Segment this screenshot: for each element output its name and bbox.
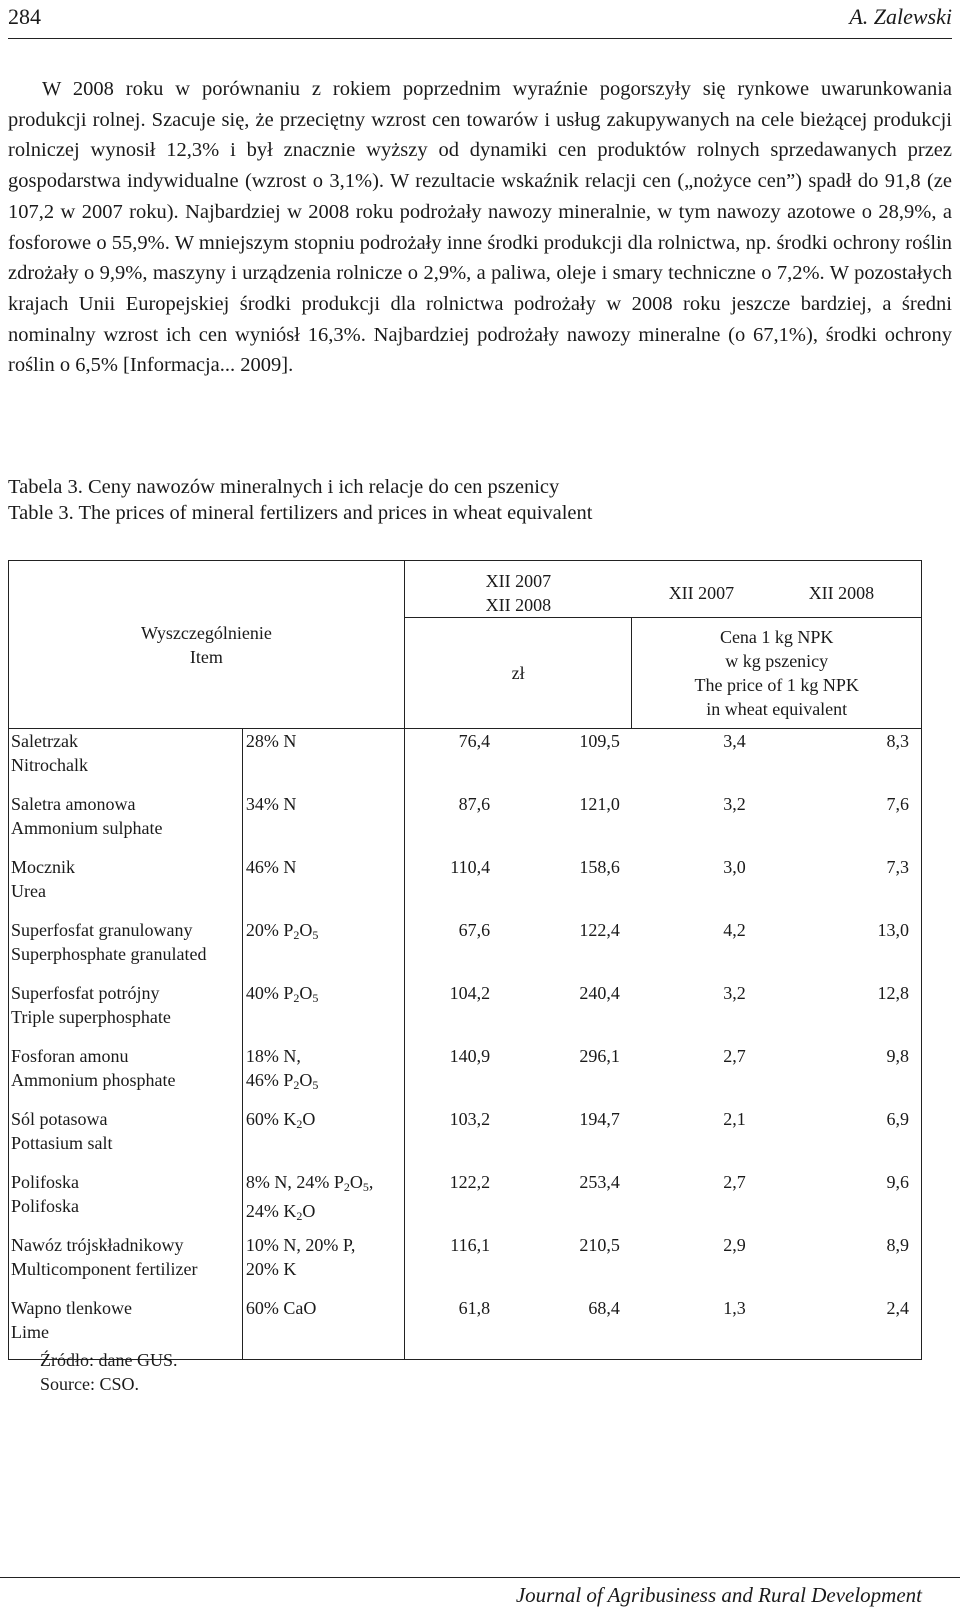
row-name-pl: Nawóz trójskładnikowy — [11, 1235, 184, 1255]
row-value-2008-zl: 68,4 — [502, 1296, 632, 1360]
row-content-line: 34% N — [245, 794, 297, 814]
year-header-pair-2 — [632, 561, 922, 618]
row-value-2008-zl: 253,4 — [579, 1172, 620, 1192]
row-content-line: 46% N — [245, 857, 297, 877]
row-content — [242, 918, 404, 981]
row-content — [242, 729, 404, 793]
row-value-2007-zl: 103,2 — [449, 1109, 491, 1129]
row-value-2007-wheat: 3,4 — [723, 731, 746, 751]
table-row — [9, 1233, 922, 1296]
row-value-2007-wheat: 2,1 — [723, 1109, 746, 1129]
body-paragraph: W 2008 roku w porównaniu z rokiem poprzednim wyraźnie pogorszyły się rynkowe uwarunkowania produkcji rolnej. Szacuje się, że przeciętny wzrost cen towarów i usług zakupywanych na cele bieżącej produkcji rolniczej wynosił 12,3% i był znacznie wyższy od dynamiki cen produktów rolnych sprzedawanych przez gospodarstwa indywidualne (wzrost o 3,1%). W rezultacie wskaźnik relacji cen („nożyce cen”) spadł do 91,8 (ze 107,2 w 2007 roku). Najbardziej w 2008 roku podrożały nawozy mineralnie, w tym nawozy azotowe o 28,9%, a fosforowe o 55,9%. W mniejszym stopniu podrożały inne środki produkcji dla rolnictwa, np. środki ochrony roślin zdrożały o 9,9%, maszyny i urządzenia rolnicze o 2,9%, a paliwa, oleje i smary techniczne o 7,2%. W pozostałych krajach Unii Europejskiej środki produkcji dla rolnictwa podrożały w 2008 roku jeszcze bardziej, a średni nominalny wzrost ich cen wyniósł 16,3%. Najbardziej podrożały nawozy mineralne (o 67,1%), środki ochrony roślin o 6,5% [Informacja... 2009]. — [8, 78, 952, 377]
row-value-2008-zl: 210,5 — [579, 1235, 620, 1255]
row-value-2008-zl: 121,0 — [579, 794, 620, 814]
row-name-pl: Superfosfat potrójny — [11, 983, 160, 1003]
row-name-pl: Saletrzak — [11, 731, 78, 751]
row-content-line: 10% N, 20% P, — [245, 1235, 356, 1255]
row-value-2007-zl: 140,9 — [449, 1046, 491, 1066]
row-content-line: 18% N, — [245, 1046, 301, 1066]
row-content — [242, 792, 404, 855]
row-content-line: 20% $P_2O_5$ — [245, 920, 319, 942]
table-row — [9, 1107, 922, 1170]
row-name-en: Ammonium phosphate — [11, 1070, 176, 1090]
row-name — [9, 855, 243, 918]
table-caption — [8, 474, 952, 526]
page-header — [8, 0, 952, 40]
row-name — [9, 1170, 243, 1233]
row-value-2008-wheat: 7,6 — [758, 792, 922, 855]
npk-header-line-2: w kg pszenicy — [725, 651, 829, 671]
row-name-en: Nitrochalk — [11, 755, 88, 775]
table-row — [9, 792, 922, 855]
table-row — [9, 918, 922, 981]
row-content — [242, 855, 404, 918]
row-value-2008-wheat: 12,8 — [758, 981, 922, 1044]
row-value-2007-zl: 122,2 — [449, 1172, 491, 1192]
footer-rule — [0, 1577, 960, 1578]
row-name-pl: Fosforan amonu — [11, 1046, 129, 1066]
year-header-3: XII 2007 — [668, 583, 735, 603]
row-value-2008-zl: 122,4 — [579, 920, 620, 940]
row-value-2008-wheat: 8,3 — [758, 729, 922, 793]
row-name-pl: Saletra amonowa — [11, 794, 136, 814]
row-name-en: Urea — [11, 881, 46, 901]
year-header-2: XII 2008 — [485, 595, 552, 615]
row-name — [9, 1107, 243, 1170]
row-content-line: 8% N, 24% $P_2O_5$, — [245, 1172, 374, 1194]
row-content — [242, 981, 404, 1044]
table-row — [9, 729, 922, 793]
row-value-2007-wheat: 2,7 — [723, 1172, 746, 1192]
row-name-pl: Polifoska — [11, 1172, 80, 1192]
row-content-line: 60% $K_2O$ — [245, 1109, 316, 1131]
row-content — [242, 1233, 404, 1296]
year-header-pair-1 — [404, 561, 632, 618]
table-row — [9, 855, 922, 918]
row-name — [9, 1044, 243, 1107]
row-value-2008-zl: 158,6 — [579, 857, 620, 877]
table-caption-pl: Tabela 3. Ceny nawozów mineralnych i ich relacje do cen pszenicy — [8, 476, 560, 498]
row-name — [9, 1233, 243, 1296]
npk-header-line-1: Cena 1 kg NPK — [719, 627, 834, 647]
row-value-2007-zl: 76,4 — [458, 731, 491, 751]
row-value-2008-wheat: 2,4 — [758, 1296, 922, 1360]
running-author: A. Zalewski — [849, 4, 952, 29]
table-caption-en: Table 3. The prices of mineral fertilizers and prices in wheat equivalent — [8, 502, 593, 524]
row-name — [9, 729, 243, 793]
row-name-pl: Superfosfat granulowany — [11, 920, 193, 940]
table-header-years-row — [9, 561, 922, 618]
row-value-2007-zl: 61,8 — [404, 1296, 502, 1360]
row-content — [242, 1170, 404, 1233]
row-value-2007-zl: 116,1 — [450, 1235, 491, 1255]
row-name — [9, 792, 243, 855]
row-value-2007-wheat: 3,2 — [723, 794, 746, 814]
row-name-en: Triple superphosphate — [11, 1007, 171, 1027]
row-value-2008-wheat: 9,6 — [758, 1170, 922, 1233]
item-header-en: Item — [189, 646, 223, 667]
row-content-line: 20% K — [245, 1259, 297, 1279]
journal-footer: Journal of Agribusiness and Rural Development — [515, 1583, 922, 1607]
row-name-en: Lime — [11, 1322, 49, 1342]
row-value-2008-zl: 240,4 — [579, 983, 620, 1003]
row-name-pl: Mocznik — [11, 857, 75, 877]
year-header-4: XII 2008 — [808, 583, 875, 603]
row-value-2007-zl: 110,4 — [450, 857, 491, 877]
row-value-2007-wheat: 3,2 — [723, 983, 746, 1003]
row-value-2007-wheat: 3,0 — [723, 857, 746, 877]
row-content — [242, 1107, 404, 1170]
row-content-line: 28% N — [245, 731, 297, 751]
row-value-2007-zl: 104,2 — [449, 983, 491, 1003]
row-name-pl: Sól potasowa — [11, 1109, 108, 1129]
row-value-2007-wheat: 2,7 — [723, 1046, 746, 1066]
row-value-2008-wheat: 8,9 — [758, 1233, 922, 1296]
row-name-en: Superphosphate granulated — [11, 944, 207, 964]
npk-header-cell — [632, 618, 922, 729]
source-note-pl: Źródło: dane GUS. — [40, 1350, 178, 1370]
year-header-1: XII 2007 — [485, 571, 552, 591]
table-row — [9, 1170, 922, 1233]
row-value-2007-wheat: 4,2 — [723, 920, 746, 940]
row-name-en: Ammonium sulphate — [11, 818, 163, 838]
row-content-line: 46% $P_2O_5$ — [245, 1070, 319, 1092]
npk-header-line-3: The price of 1 kg NPK — [694, 675, 859, 695]
row-value-2007-wheat: 2,9 — [723, 1235, 746, 1255]
header-rule — [8, 38, 952, 39]
row-value-2008-wheat: 9,8 — [758, 1044, 922, 1107]
table-row — [9, 1044, 922, 1107]
npk-header-line-4: in wheat equivalent — [706, 699, 848, 719]
row-value-2008-zl: 296,1 — [579, 1046, 620, 1066]
row-name — [9, 918, 243, 981]
row-value-2007-zl: 67,6 — [458, 920, 491, 940]
row-value-2007-wheat: 1,3 — [632, 1296, 758, 1360]
page-number: 284 — [8, 4, 41, 29]
row-name-pl: Wapno tlenkowe — [11, 1298, 133, 1318]
source-note-en: Source: CSO. — [40, 1374, 139, 1394]
row-name — [9, 981, 243, 1044]
row-content — [242, 1296, 404, 1360]
row-value-2008-wheat: 13,0 — [758, 918, 922, 981]
row-content-line: 24% $K_2O$ — [245, 1201, 316, 1223]
row-content-line: 60% CaO — [245, 1298, 317, 1318]
unit-zl-cell: zł — [404, 618, 632, 729]
table-row — [9, 981, 922, 1044]
fertilizer-price-table — [8, 560, 922, 1360]
row-value-2007-zl: 87,6 — [458, 794, 491, 814]
source-note — [40, 1348, 177, 1396]
row-content — [242, 1044, 404, 1107]
row-value-2008-zl: 109,5 — [579, 731, 620, 751]
row-content-line: 40% $P_2O_5$ — [245, 983, 319, 1005]
row-name-en: Polifoska — [11, 1196, 80, 1216]
row-name-en: Multicomponent fertilizer — [11, 1259, 198, 1279]
item-header-pl: Wyszczególnienie — [140, 622, 272, 643]
row-value-2008-wheat: 7,3 — [758, 855, 922, 918]
row-value-2008-zl: 194,7 — [579, 1109, 620, 1129]
item-header-cell — [9, 561, 405, 729]
row-value-2008-wheat: 6,9 — [758, 1107, 922, 1170]
row-name-en: Pottasium salt — [11, 1133, 113, 1153]
